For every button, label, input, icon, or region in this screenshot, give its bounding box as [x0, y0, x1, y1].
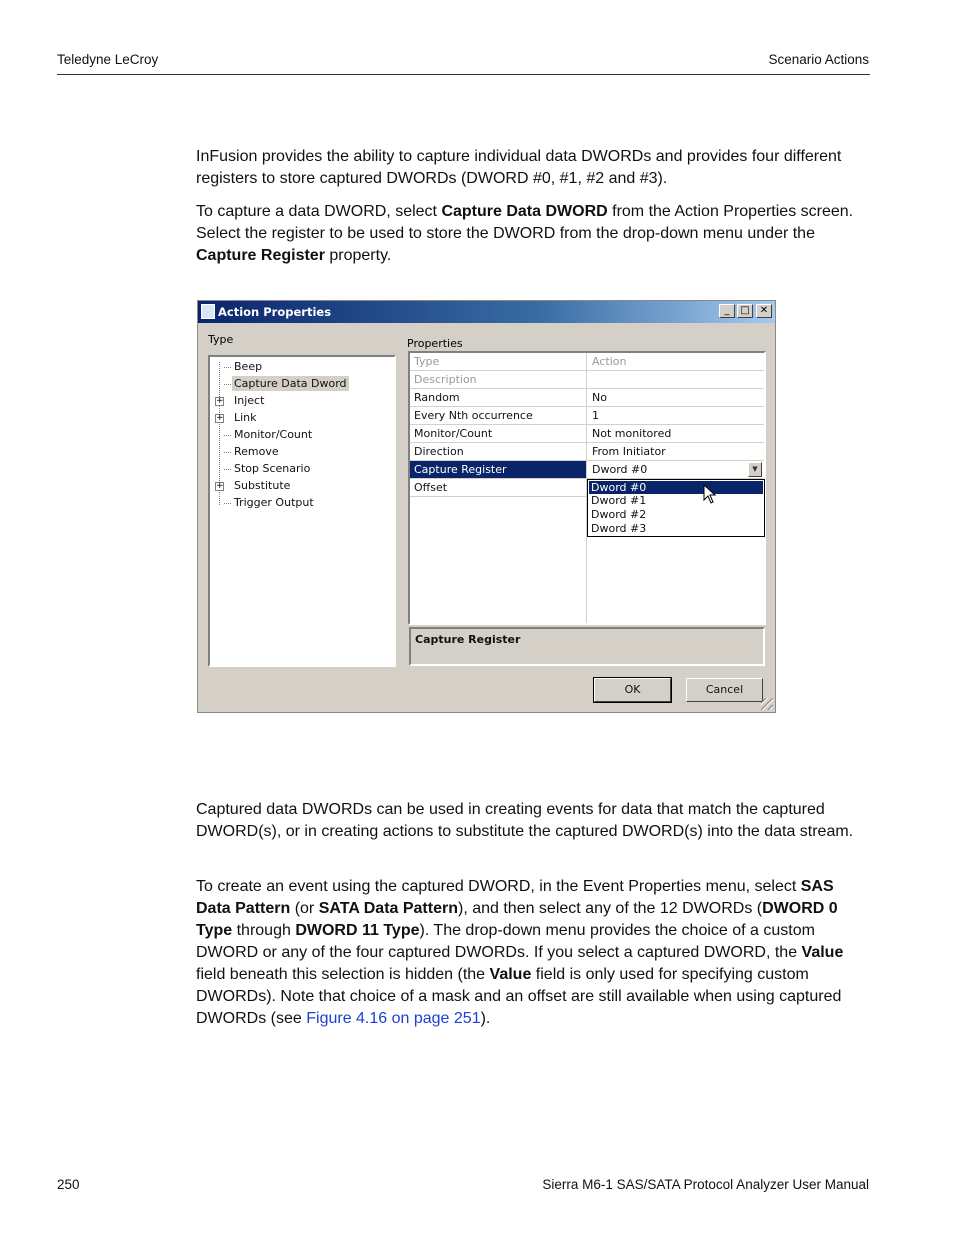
prop-name: Monitor/Count: [414, 427, 493, 440]
prop-value[interactable]: 1: [592, 409, 599, 422]
prop-value[interactable]: No: [592, 391, 607, 404]
capture-register-select[interactable]: Dword #0: [592, 463, 648, 476]
prop-row-type: [410, 353, 764, 371]
dropdown-option[interactable]: Dword #2: [591, 508, 647, 521]
mouse-pointer-icon: [703, 484, 717, 506]
expand-icon[interactable]: +: [216, 396, 224, 406]
prop-name: Offset: [414, 481, 448, 494]
figure-link[interactable]: Figure 4.16 on page 251: [306, 1010, 481, 1027]
prop-value[interactable]: From Initiator: [592, 445, 666, 458]
resize-grip-icon[interactable]: [761, 698, 773, 710]
prop-name: Type: [414, 355, 440, 368]
tree-item-beep[interactable]: Beep: [234, 360, 263, 373]
dropdown-option[interactable]: Dword #1: [591, 494, 647, 507]
prop-row-random[interactable]: [410, 389, 764, 407]
tree-item-link[interactable]: Link: [234, 411, 257, 424]
type-tree[interactable]: [208, 355, 396, 667]
tree-item-capture-data-dword[interactable]: Capture Data Dword: [234, 377, 347, 390]
paragraph-intro: InFusion provides the ability to capture individual data DWORDs and provides four different registers to store captured DWORDs (DWORD #0, #1, #2 and #3).: [196, 148, 842, 187]
capture-register-dropdown[interactable]: [587, 479, 765, 537]
prop-row-capture-register[interactable]: [410, 461, 764, 479]
ok-button[interactable]: OK: [594, 678, 671, 702]
dropdown-arrow-icon[interactable]: ▼: [748, 462, 762, 477]
prop-value: Action: [592, 355, 627, 368]
expand-icon[interactable]: +: [216, 413, 224, 423]
dialog-titlebar[interactable]: [198, 301, 775, 323]
page-number: 250: [57, 1177, 80, 1192]
tree-item-inject[interactable]: Inject: [234, 394, 265, 407]
prop-name: Random: [414, 391, 460, 404]
dropdown-option[interactable]: Dword #0: [589, 481, 763, 494]
expand-icon[interactable]: +: [216, 481, 224, 491]
prop-row-direction[interactable]: [410, 443, 764, 461]
paragraph-event-instructions: To create an event using the captured DWORD, in the Event Properties menu, select SAS Data Pattern (or SATA Data Pattern), and then select any of the 12 DWORDs (DWORD 0 Type through DWORD 11 Type). The drop-down menu provides the choice of a custom DWORD or any of the four captured DWORDs. If you select a captured DWORD, the Value field beneath this selection is hidden (the Value field is only used for specifying custom DWORDs). Note that choice of a mask and an offset are still available when using captured DWORDs (see Figure 4.16 on page 251).: [196, 878, 844, 1027]
description-title: Capture Register: [415, 633, 521, 646]
prop-name: Every Nth occurrence: [414, 409, 533, 422]
prop-name: Capture Register: [414, 463, 507, 476]
cancel-button[interactable]: Cancel: [686, 678, 763, 702]
app-icon: [201, 304, 215, 319]
properties-label: Properties: [407, 337, 463, 350]
tree-item-remove[interactable]: Remove: [234, 445, 279, 458]
tree-item-stop-scenario[interactable]: Stop Scenario: [234, 462, 311, 475]
header-rule: [57, 74, 870, 75]
type-label: Type: [208, 333, 234, 346]
dropdown-option[interactable]: Dword #3: [591, 522, 647, 535]
description-panel: [409, 627, 765, 666]
tree-item-trigger-output[interactable]: Trigger Output: [234, 496, 314, 509]
minimize-button[interactable]: _: [719, 304, 735, 318]
prop-name: Description: [414, 373, 477, 386]
action-properties-dialog: [197, 300, 776, 713]
prop-value[interactable]: Not monitored: [592, 427, 672, 440]
paragraph-capture-instructions: To capture a data DWORD, select Capture Data DWORD from the Action Properties screen. Select the register to be used to store the DWORD from the drop-down menu under the Capture Register property.: [196, 203, 854, 264]
paragraph-captured-usage: Captured data DWORDs can be used in creating events for data that match the captured DWORD(s), or in creating actions to substitute the captured DWORD(s) into the data stream.: [196, 801, 854, 840]
prop-row-description[interactable]: [410, 371, 764, 389]
maximize-button[interactable]: □: [737, 304, 753, 318]
prop-row-monitor-count[interactable]: [410, 425, 764, 443]
header-left: Teledyne LeCroy: [57, 52, 159, 67]
tree-item-monitor-count[interactable]: Monitor/Count: [234, 428, 313, 441]
tree-item-substitute[interactable]: Substitute: [234, 479, 291, 492]
prop-name: Direction: [414, 445, 464, 458]
prop-row-every-nth[interactable]: [410, 407, 764, 425]
manual-title: Sierra M6-1 SAS/SATA Protocol Analyzer User Manual: [542, 1177, 869, 1192]
dialog-title: Action Properties: [218, 305, 332, 319]
close-button[interactable]: ✕: [756, 304, 772, 318]
header-right: Scenario Actions: [768, 52, 869, 67]
